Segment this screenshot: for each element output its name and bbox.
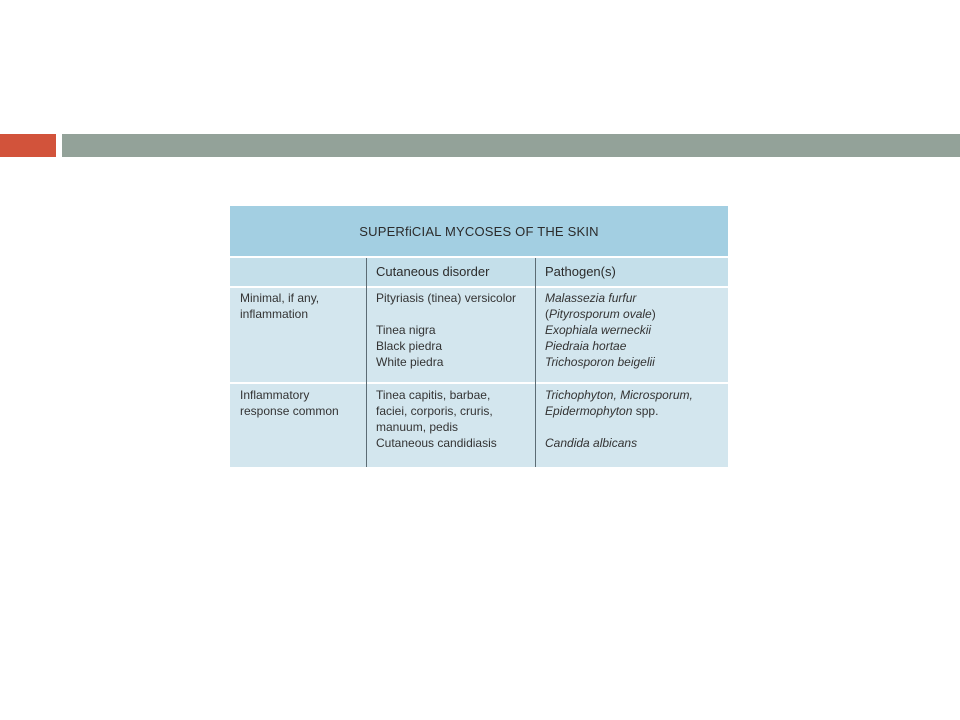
table-row-disorders <box>376 387 497 451</box>
disorder-line: faciei, corporis, cruris, <box>376 404 493 418</box>
disorder-line: White piedra <box>376 355 444 369</box>
table-row-pathogens <box>545 387 693 451</box>
column-divider <box>366 258 367 467</box>
pathogen-line <box>545 306 656 322</box>
header-pathogens: Pathogen(s) <box>545 264 616 279</box>
line-gap <box>376 306 516 322</box>
column-divider <box>535 258 536 467</box>
row-divider <box>230 382 728 384</box>
pathogen-line <box>545 403 693 419</box>
paren-close: ) <box>651 307 656 321</box>
pathogen-name: Pityrosporum ovale <box>549 307 652 321</box>
disorder-line: manuum, pedis <box>376 420 459 434</box>
accent-bar-left <box>0 134 56 157</box>
pathogen-line: Trichosporon beigelii <box>545 355 655 369</box>
group-line: response common <box>240 404 339 418</box>
disorder-line: Tinea nigra <box>376 323 436 337</box>
pathogen-line: Trichophyton, Microsporum, <box>545 388 693 402</box>
table-row-pathogens <box>545 290 656 370</box>
paren-open: ( <box>545 307 549 321</box>
disorder-line: Pityriasis (tinea) versicolor <box>376 291 517 305</box>
pathogen-line: Exophiala werneckii <box>545 323 652 337</box>
disorder-line: Tinea capitis, barbae, <box>376 388 491 402</box>
header-cutaneous-disorder: Cutaneous disorder <box>376 264 490 279</box>
group-line: Inflammatory <box>240 388 310 402</box>
pathogen-line: Candida albicans <box>545 436 638 450</box>
line-gap <box>545 419 693 435</box>
pathogen-suffix: spp. <box>632 404 659 418</box>
accent-bar-right <box>62 134 960 157</box>
header-divider <box>230 286 728 288</box>
table-row-group <box>240 387 339 419</box>
group-line: inflammation <box>240 307 309 321</box>
pathogen-line: Piedraia hortae <box>545 339 627 353</box>
disorder-line: Cutaneous candidiasis <box>376 436 497 450</box>
group-line: Minimal, if any, <box>240 291 320 305</box>
mycoses-table <box>230 206 728 467</box>
table-row-disorders <box>376 290 516 370</box>
pathogen-name: Epidermophyton <box>545 404 633 418</box>
table-row-group <box>240 290 319 322</box>
pathogen-line: Malassezia furfur <box>545 291 637 305</box>
table-title: SUPERfiCIAL MYCOSES OF THE SKIN <box>230 206 728 256</box>
disorder-line: Black piedra <box>376 339 443 353</box>
